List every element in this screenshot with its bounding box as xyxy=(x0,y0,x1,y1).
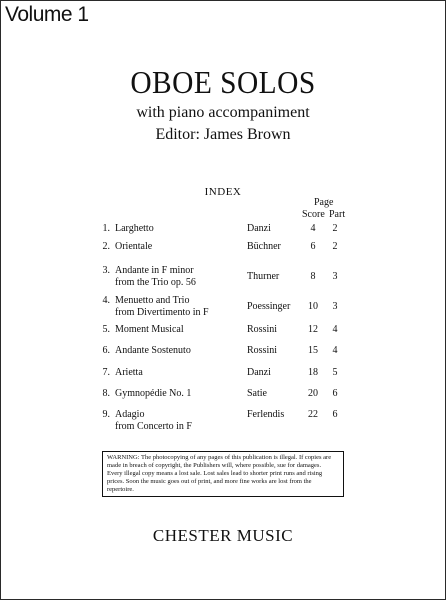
index-number: 2. xyxy=(102,241,110,252)
piece-title xyxy=(115,295,255,319)
composer: Ferlendis xyxy=(247,409,285,420)
title-block xyxy=(1,63,445,145)
score-page: 18 xyxy=(308,367,318,378)
part-page: 6 xyxy=(332,409,338,420)
piece-title xyxy=(115,265,255,289)
index-number: 9. xyxy=(102,409,110,420)
volume-label: Volume 1 xyxy=(5,3,89,26)
piece-title-line1: Andante in F minor xyxy=(115,265,194,276)
part-page: 2 xyxy=(332,223,338,234)
piece-title: Moment Musical xyxy=(115,324,184,335)
score-page: 10 xyxy=(308,301,318,312)
piece-title-line2: from the Trio op. 56 xyxy=(115,277,196,288)
warning-text: WARNING: The photocopying of any pages of this publication is illegal. If copies are made in breach of copyright, the Publishers will, where possible, sue for damages. xyxy=(107,454,332,469)
composer: Büchner xyxy=(247,241,281,252)
score-page: 4 xyxy=(310,223,316,234)
composer: Thurner xyxy=(247,271,280,282)
score-page: 22 xyxy=(308,409,318,420)
part-page: 3 xyxy=(332,301,338,312)
index-number: 6. xyxy=(102,345,110,356)
piece-title-line1: Adagio xyxy=(115,409,145,420)
score-page: 6 xyxy=(310,241,316,252)
page-column-header: Page xyxy=(314,197,334,208)
index-number: 4. xyxy=(102,295,110,306)
part-page: 6 xyxy=(332,388,338,399)
score-page: 20 xyxy=(308,388,318,399)
part-page: 2 xyxy=(332,241,338,252)
piece-title-line2: from Concerto in F xyxy=(115,421,192,432)
composer: Danzi xyxy=(247,223,271,234)
score-column-header: Score xyxy=(302,209,325,220)
piece-title xyxy=(115,409,255,433)
piece-title: Orientale xyxy=(115,241,153,252)
composer: Rossini xyxy=(247,324,278,335)
part-column-header: Part xyxy=(329,209,346,220)
editor-credit: Editor: James Brown xyxy=(155,126,291,143)
copyright-warning-box xyxy=(102,451,344,497)
composer: Poessinger xyxy=(247,301,291,312)
piece-title: Gymnopédie No. 1 xyxy=(115,388,192,399)
part-page: 5 xyxy=(332,367,338,378)
composer: Danzi xyxy=(247,367,271,378)
warning-text-2: Every illegal copy means a lost sale. Lost sales lead to shorter print runs and rising prices. Soon the music goes out of print, and more fine works are lost from the repertoire. xyxy=(107,470,323,493)
part-page: 4 xyxy=(332,345,338,356)
index-number: 7. xyxy=(102,367,110,378)
part-page: 3 xyxy=(332,271,338,282)
piece-title-line1: Menuetto and Trio xyxy=(115,295,190,306)
piece-title: Larghetto xyxy=(115,223,154,234)
part-page: 4 xyxy=(332,324,338,335)
composer: Satie xyxy=(247,388,267,399)
score-page: 12 xyxy=(308,324,318,335)
piece-title: Andante Sostenuto xyxy=(115,345,191,356)
composer: Rossini xyxy=(247,345,278,356)
piece-title-line2: from Divertimento in F xyxy=(115,307,209,318)
index-number: 8. xyxy=(102,388,110,399)
index-heading: INDEX xyxy=(204,186,242,198)
score-page: 8 xyxy=(310,271,316,282)
publisher-name: CHESTER MUSIC xyxy=(152,526,294,545)
index-number: 1. xyxy=(102,223,110,234)
index-number: 3. xyxy=(102,265,110,276)
main-title: OBOE SOLOS xyxy=(130,64,316,100)
piece-title: Arietta xyxy=(115,367,143,378)
index-number: 5. xyxy=(102,324,110,335)
subtitle: with piano accompaniment xyxy=(136,104,310,121)
score-page: 15 xyxy=(308,345,318,356)
